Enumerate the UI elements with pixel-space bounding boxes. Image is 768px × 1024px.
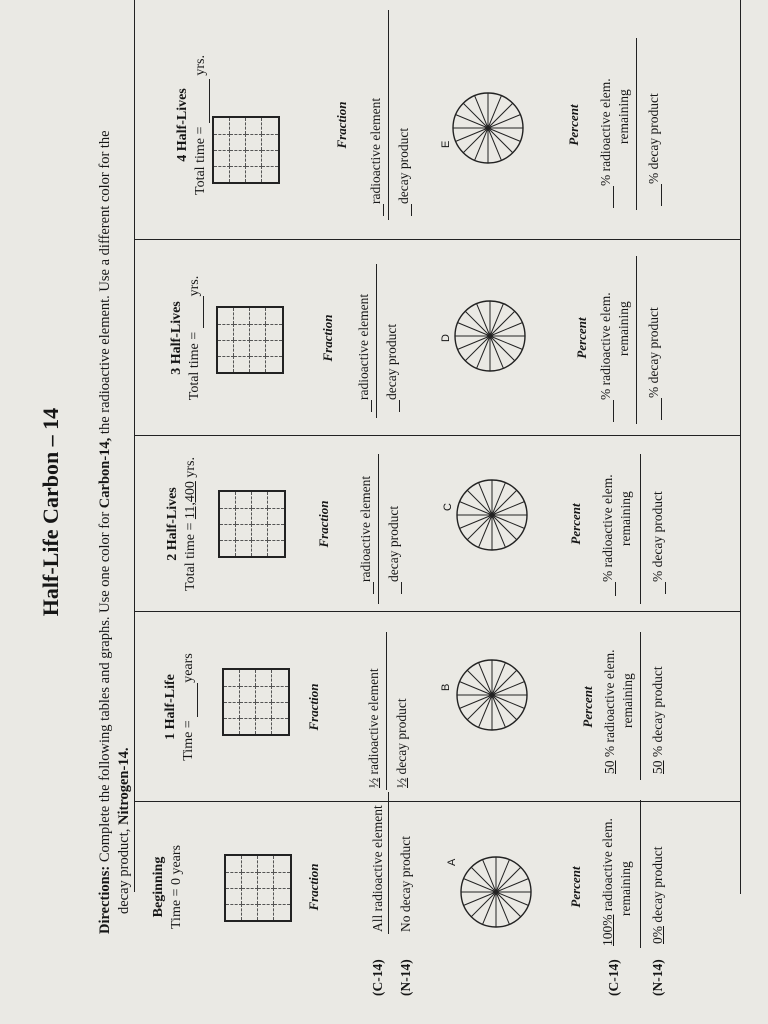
percent-top-text-3-halflives: % radioactive elem. <box>598 292 613 400</box>
pie-chart-e[interactable] <box>448 88 528 168</box>
percent-bottom-text-3-halflives: % decay product <box>646 307 661 398</box>
fraction-line-4-halflives <box>388 10 389 220</box>
pie-label-b: B <box>440 683 452 691</box>
percent-bottom-1-halflife <box>650 666 666 774</box>
percent-top-blank-4[interactable] <box>613 186 614 208</box>
column-4-halflives-header <box>174 10 210 240</box>
percent-bottom-value-1-halflife[interactable]: 50 <box>650 760 665 774</box>
fraction-label-2-halflives: Fraction <box>316 500 331 548</box>
percent-label-4-halflives: Percent <box>566 104 581 146</box>
pie-segment-divider <box>465 311 490 336</box>
fraction-bottom-4-halflives <box>396 128 412 216</box>
fraction-line-3-halflives <box>376 264 377 418</box>
pie-segment-divider <box>465 336 490 361</box>
time-prefix-2: Total time = <box>183 519 198 591</box>
column-1-halflife-time <box>180 612 198 802</box>
column-2-halflives-title: 2 Half-Lives <box>165 487 180 561</box>
fraction-top-4-halflives <box>368 98 384 216</box>
pie-label-e: E <box>440 140 452 148</box>
fraction-line-1-halflife <box>386 632 387 790</box>
column-divider-2 <box>134 611 740 612</box>
column-divider-4 <box>134 239 740 240</box>
percent-top-text-4-halflives: % radioactive elem. <box>598 78 613 186</box>
table-bottom-border <box>740 0 741 894</box>
pie-segment-divider <box>496 867 521 892</box>
directions-c14: Carbon-14, <box>97 437 113 509</box>
percent-line-beginning <box>640 800 641 948</box>
time-prefix-1: Time = <box>181 716 196 761</box>
pie-label-a: A <box>446 858 458 866</box>
time-blank-4[interactable] <box>209 79 210 123</box>
pie-chart-d[interactable] <box>450 296 530 376</box>
column-beginning-time: Time = 0 years <box>169 845 184 929</box>
grid-1-halflife[interactable] <box>222 668 290 736</box>
fraction-bottom-text-1-halflife: decay product <box>394 698 409 778</box>
fraction-label-beginning: Fraction <box>306 863 321 911</box>
percent-top-4-halflives <box>598 78 614 208</box>
percent-top-beginning <box>600 818 616 946</box>
percent-top-remaining-beginning: remaining <box>618 861 633 916</box>
percent-top-blank-2[interactable] <box>615 582 616 596</box>
column-divider-3 <box>134 435 740 436</box>
directions-text-1: Complete the following tables and graphs. Use one color for <box>97 508 113 866</box>
percent-bottom-text-1-halflife: % decay product <box>650 666 665 761</box>
fraction-label-3-halflives: Fraction <box>320 314 335 362</box>
percent-bottom-text-2-halflives: % decay product <box>650 491 665 582</box>
percent-bottom-2-halflives <box>650 491 666 594</box>
fraction-bottom-text-4-halflives: decay product <box>396 127 411 204</box>
pie-segment-divider <box>492 515 517 540</box>
column-beginning-title: Beginning <box>151 856 166 918</box>
column-2-halflives-time <box>182 436 200 612</box>
fraction-top-blank-2[interactable] <box>373 582 374 594</box>
fraction-bottom-beginning: No decay product <box>398 836 413 932</box>
time-prefix-4: Total time = <box>193 123 208 195</box>
fraction-top-text-4-halflives: radioactive element <box>368 97 383 204</box>
pie-chart-b[interactable] <box>452 655 532 735</box>
pie-segment-divider <box>490 311 515 336</box>
percent-label-1-halflife: Percent <box>580 686 595 728</box>
directions-text-2: the radioactive element. Use a different color for the <box>97 130 113 438</box>
percent-top-text-beginning: radioactive elem. <box>600 818 615 915</box>
pie-chart-c[interactable] <box>452 475 532 555</box>
percent-top-3-halflives <box>598 292 614 422</box>
pie-segment-divider <box>488 103 513 128</box>
column-4-halflives-title: 4 Half-Lives <box>175 88 190 162</box>
fraction-bottom-text-2-halflives: decay product <box>386 505 401 582</box>
fraction-top-2-halflives <box>358 476 374 594</box>
fraction-bottom-value-1-halflife[interactable]: ½ <box>394 777 409 788</box>
percent-bottom-blank-4[interactable] <box>661 184 662 206</box>
pie-segment-divider <box>490 336 515 361</box>
percent-top-remaining-2-halflives: remaining <box>618 491 633 546</box>
fraction-line-2-halflives <box>378 454 379 604</box>
percent-label-3-halflives: Percent <box>574 317 589 359</box>
directions-line-2: decay product, <box>116 825 132 914</box>
time-suffix-4: yrs. <box>193 55 208 76</box>
time-prefix-3: Total time = <box>187 328 202 401</box>
percent-top-remaining-1-halflife: remaining <box>620 673 635 728</box>
percent-bottom-beginning <box>650 847 666 944</box>
fraction-bottom-1-halflife <box>394 698 410 788</box>
percent-label-2-halflives: Percent <box>568 503 583 545</box>
percent-top-1-halflife <box>602 650 618 774</box>
fraction-bottom-3-halflives <box>384 324 400 412</box>
fraction-bottom-blank-3[interactable] <box>399 400 400 412</box>
row-label-n14-percent: (N-14) <box>650 959 665 996</box>
percent-bottom-value-beginning[interactable]: 0% <box>650 926 665 944</box>
pie-chart-a[interactable] <box>456 852 536 932</box>
column-3-halflives-time <box>186 240 204 436</box>
pie-segment-divider <box>467 670 492 695</box>
fraction-bottom-blank-4[interactable] <box>411 204 412 216</box>
directions <box>96 54 134 934</box>
percent-label-beginning: Percent <box>568 866 583 908</box>
fraction-top-text-2-halflives: radioactive element <box>358 475 373 582</box>
pie-segment-divider <box>488 128 513 153</box>
time-value-2[interactable]: 11,400 <box>183 481 198 520</box>
fraction-top-blank-3[interactable] <box>371 400 372 412</box>
time-blank-3[interactable] <box>203 296 204 328</box>
pie-segment-divider <box>492 670 517 695</box>
pie-segment-divider <box>467 490 492 515</box>
grid-2-halflives[interactable] <box>218 490 286 558</box>
percent-bottom-text-beginning: decay product <box>650 846 665 926</box>
row-label-n14: (N-14) <box>398 959 413 996</box>
pie-segment-divider <box>471 867 496 892</box>
percent-top-text-1-halflife: % radioactive elem. <box>602 649 617 761</box>
fraction-bottom-2-halflives <box>386 506 402 594</box>
directions-n14: Nitrogen-14. <box>116 747 132 826</box>
table-top-border <box>134 0 135 892</box>
percent-bottom-3-halflives <box>646 307 662 420</box>
percent-top-value-beginning[interactable]: 100% <box>600 914 615 946</box>
pie-segment-divider <box>492 490 517 515</box>
pie-segment-divider <box>467 515 492 540</box>
pie-label-d: D <box>440 334 452 342</box>
pie-segment-divider <box>463 128 488 153</box>
percent-top-2-halflives <box>600 474 616 596</box>
fraction-label-4-halflives: Fraction <box>334 101 349 149</box>
percent-top-text-2-halflives: % radioactive elem. <box>600 474 615 582</box>
pie-segment-divider <box>471 892 496 917</box>
row-label-c14: (C-14) <box>370 959 385 996</box>
percent-line-3-halflives <box>636 256 637 424</box>
percent-top-value-1-halflife[interactable]: 50 <box>602 760 617 774</box>
grid-3-halflives[interactable] <box>216 306 284 374</box>
percent-bottom-4-halflives <box>646 93 662 206</box>
fraction-top-beginning: All radioactive element <box>370 805 385 932</box>
fraction-top-1-halflife <box>366 668 382 788</box>
fraction-top-text-3-halflives: radioactive element <box>356 293 371 400</box>
percent-line-4-halflives <box>636 38 637 210</box>
fraction-top-3-halflives <box>356 294 372 412</box>
pie-segment-divider <box>496 892 521 917</box>
fraction-top-blank-4[interactable] <box>383 204 384 216</box>
percent-bottom-text-4-halflives: % decay product <box>646 93 661 184</box>
fraction-top-text-1-halflife: radioactive element <box>366 668 381 778</box>
column-4-halflives-time <box>192 10 210 240</box>
row-label-c14-percent: (C-14) <box>606 959 621 996</box>
directions-lead: Directions: <box>97 865 113 934</box>
time-blank-1[interactable] <box>197 683 198 717</box>
column-beginning-header <box>150 802 186 972</box>
page-title: Half-Life Carbon – 14 <box>38 407 63 617</box>
percent-line-2-halflives <box>640 454 641 604</box>
pie-segment-divider <box>467 695 492 720</box>
percent-top-remaining-3-halflives: remaining <box>616 301 631 356</box>
percent-bottom-blank-3[interactable] <box>661 398 662 420</box>
fraction-bottom-blank-2[interactable] <box>401 582 402 594</box>
column-1-halflife-header <box>162 612 198 802</box>
column-3-halflives-header <box>168 240 204 436</box>
percent-top-blank-3[interactable] <box>613 400 614 422</box>
grid-beginning[interactable] <box>224 854 292 922</box>
grid-4-halflives[interactable] <box>212 116 280 184</box>
fraction-line-beginning <box>388 792 389 934</box>
fraction-bottom-text-3-halflives: decay product <box>384 323 399 400</box>
time-suffix-2: yrs. <box>183 457 198 482</box>
time-suffix-3: yrs. <box>187 275 202 297</box>
column-1-halflife-title: 1 Half-Life <box>163 674 178 740</box>
fraction-label-1-halflife: Fraction <box>306 683 321 731</box>
column-divider-1 <box>134 801 740 802</box>
time-suffix-1: years <box>181 653 196 683</box>
pie-segment-divider <box>492 695 517 720</box>
percent-top-remaining-4-halflives: remaining <box>616 89 631 144</box>
column-3-halflives-title: 3 Half-Lives <box>169 301 184 375</box>
percent-line-1-halflife <box>640 632 641 780</box>
pie-segment-divider <box>463 103 488 128</box>
pie-label-c: C <box>442 503 454 511</box>
column-2-halflives-header <box>164 436 200 612</box>
percent-bottom-blank-2[interactable] <box>665 582 666 594</box>
fraction-top-value-1-halflife[interactable]: ½ <box>366 777 381 788</box>
